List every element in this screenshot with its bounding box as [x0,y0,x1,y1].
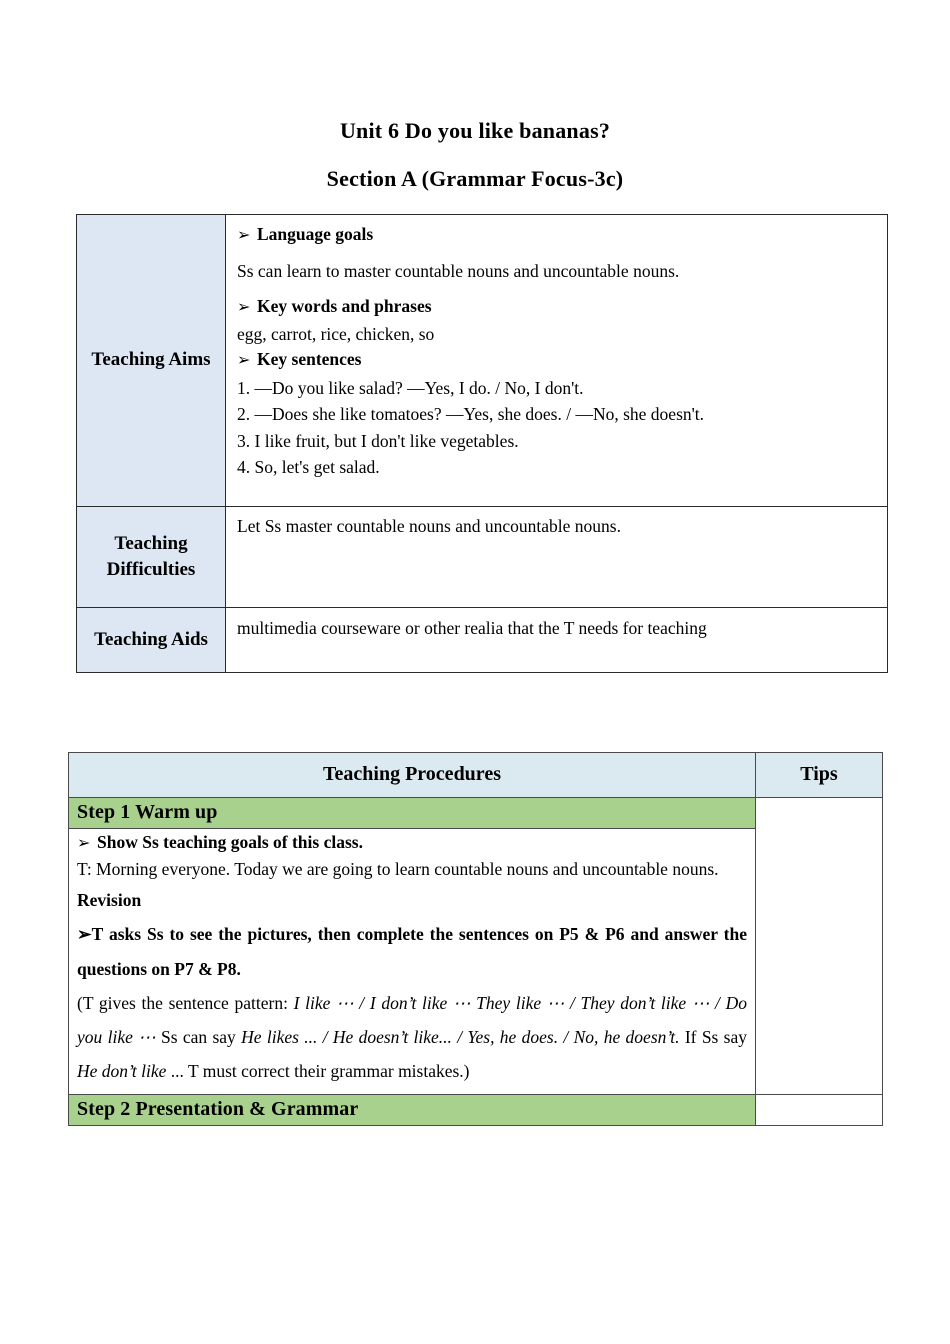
row-label-teaching-aids: Teaching Aids [77,608,226,673]
key-words-heading-text: Key words and phrases [257,295,432,316]
table-row [77,215,888,507]
table-header-row [69,753,883,798]
step1-bullet-2-text: T asks Ss to see the pictures, then complete the sentences on P5 & P6 and answer the questions on P7 & P8. [77,924,747,979]
key-sentence-item: 2. —Does she like tomatoes? —Yes, she does. / —No, she doesn't. [237,404,705,425]
teaching-aids-text: multimedia courseware or other realia that the T needs for teaching [237,618,707,638]
column-header-teaching-procedures: Teaching Procedures [69,753,756,798]
step-1-tips-cell [756,798,883,1095]
para2-seg-3: He likes ... / He doesn’t like... / Yes, he does. / No, he doesn’t. [241,1026,680,1047]
bullet-arrow-icon: ➢ [77,833,91,852]
step1-bullet-1-text: Show Ss teaching goals of this class. [97,832,363,852]
bullet-arrow-icon: ➢ [237,350,251,370]
table-row [77,608,888,673]
revision-label: Revision [77,890,142,911]
key-sentence-item: 4. So, let's get salad. [237,457,380,478]
teaching-difficulties-content: Let Ss master countable nouns and uncountable nouns. [226,507,888,608]
language-goals-heading-text: Language goals [257,224,374,244]
para2-seg-4: If Ss say [679,1026,748,1047]
teaching-aims-table [76,214,888,673]
teaching-procedures-table [68,752,883,1126]
bullet-arrow-icon: ➢ [237,225,251,244]
column-header-tips: Tips [756,753,883,798]
spacer [237,490,878,499]
key-sentence-item: 1. —Do you like salad? —Yes, I do. / No, I don't. [237,377,584,398]
key-words-heading [237,294,878,319]
key-sentences-heading [237,347,878,372]
step1-paragraph-1: T: Morning everyone. Today we are going to learn countable nouns and uncountable nouns. [77,859,719,879]
key-sentences-heading-text: Key sentences [257,349,362,370]
table-row [77,507,888,608]
key-words-text: egg, carrot, rice, chicken, so [237,324,435,344]
page-title-main: Unit 6 Do you like bananas? [339,118,611,143]
para2-seg-2: Ss can say [161,1026,242,1047]
teaching-aids-content [226,608,888,673]
step1-bullet-1 [77,832,747,853]
spacer [237,285,878,294]
step1-bullet-2 [77,917,747,985]
language-goals-heading [237,222,878,247]
bullet-arrow-icon: ➢ [77,924,92,945]
step-2-tips-cell [756,1095,883,1126]
step-1-title: Step 1 Warm up [69,798,756,829]
para2-seg-1: I like ⋯ / I don’t like ⋯ They like ⋯ / They don’t like ⋯ / Do you like ⋯ [77,992,747,1047]
teaching-aims-content [226,215,888,507]
language-goals-text: Ss can learn to master countable nouns and uncountable nouns. [237,261,680,282]
bullet-arrow-icon: ➢ [237,296,251,316]
spacer [237,249,878,258]
para2-seg-5: He don’t like [77,1060,171,1081]
key-sentence-item: 3. I like fruit, but I don't like vegetables. [237,430,519,451]
para2-seg-6: ... T must correct their grammar mistakes.) [170,1060,470,1081]
step1-paragraph-2 [77,986,747,1088]
para2-seg-0: (T gives the sentence pattern: [77,992,294,1013]
table-row [69,798,883,829]
table-row [69,1095,883,1126]
row-label-teaching-difficulties: Teaching Difficulties [77,507,226,608]
row-label-teaching-aims: Teaching Aims [77,215,226,507]
step-2-title: Step 2 Presentation & Grammar [69,1095,756,1126]
step-1-content [69,829,756,1095]
page-title-sub: Section A (Grammar Focus-3c) [326,166,624,191]
spacer [237,481,878,490]
